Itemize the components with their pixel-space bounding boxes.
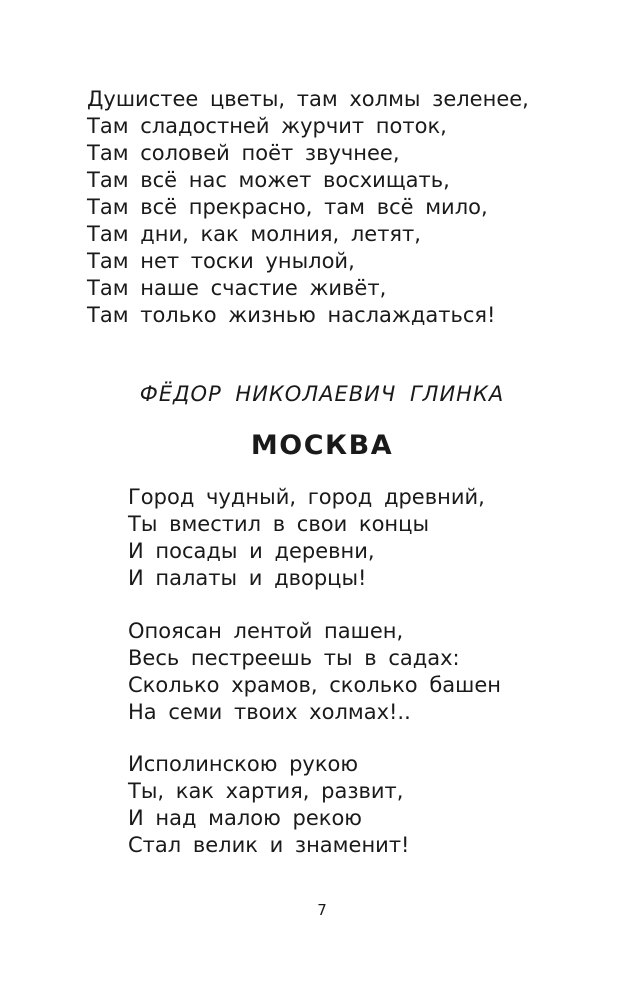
- verse-line: Весь пестреешь ты в садах:: [128, 646, 460, 670]
- verse-line: На семи твоих холмах!..: [128, 700, 411, 724]
- intro-stanza: [87, 86, 529, 329]
- verse-line: Там дни, как молния, летят,: [87, 222, 421, 246]
- verse-line: И палаты и дворцы!: [128, 566, 367, 590]
- verse-line: И над малою рекою: [128, 806, 362, 830]
- verse-line: Там наше счастие живёт,: [87, 276, 387, 300]
- verse-line: Опоясан лентой пашен,: [128, 619, 404, 643]
- verse-line: Исполинскою рукою: [128, 752, 359, 776]
- verse-line: Ты вместил в свои концы: [128, 512, 430, 536]
- stanza-3: [128, 751, 409, 859]
- page-number: 7: [317, 901, 327, 919]
- stanza-1: [128, 484, 485, 592]
- verse-line: Там всё нас может восхищать,: [87, 168, 450, 192]
- verse-line: Сколько храмов, сколько башен: [128, 673, 502, 697]
- verse-line: Там нет тоски унылой,: [87, 249, 355, 273]
- verse-line: Там соловей поёт звучнее,: [87, 141, 400, 165]
- verse-line: Душистее цветы, там холмы зеленее,: [87, 87, 529, 111]
- stanza-2: [128, 618, 501, 726]
- verse-line: Там всё прекрасно, там всё мило,: [87, 195, 488, 219]
- verse-line: Там только жизнью наслаждаться!: [87, 303, 496, 327]
- author-name: ФЁДОР НИКОЛАЕВИЧ ГЛИНКА: [139, 382, 505, 406]
- poem-title: МОСКВА: [250, 430, 394, 461]
- verse-line: И посады и деревни,: [128, 539, 375, 563]
- verse-line: Город чудный, город древний,: [128, 485, 485, 509]
- verse-line: Стал велик и знаменит!: [128, 833, 410, 857]
- verse-line: Там сладостней журчит поток,: [87, 114, 447, 138]
- verse-line: Ты, как хартия, развит,: [128, 779, 404, 803]
